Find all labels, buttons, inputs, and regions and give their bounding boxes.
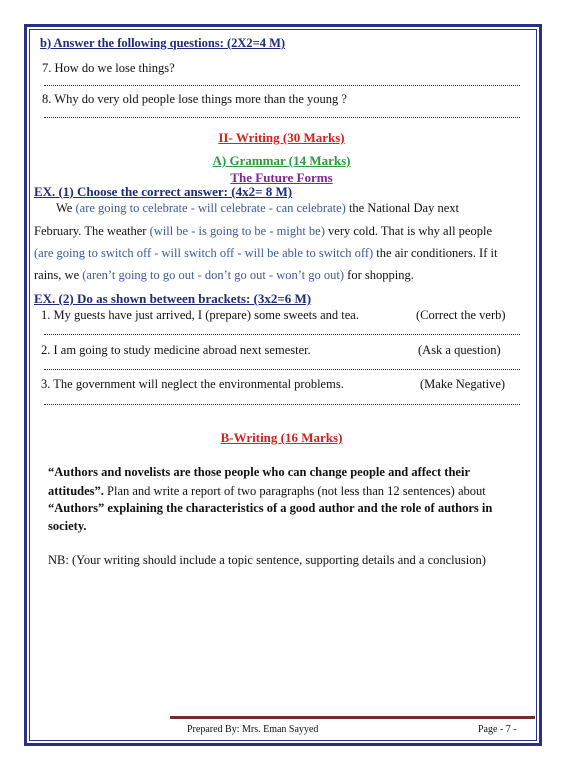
ex2-item-1: 1. My guests have just arrived, I (prepare) some sweets and tea. bbox=[41, 308, 359, 322]
ex2-heading: EX. (2) Do as shown between brackets: (3x2=6 M) bbox=[34, 291, 312, 306]
ex1-heading: EX. (1) Choose the correct answer: (4x2= 8 M) bbox=[34, 184, 293, 199]
ex2-item-2: 2. I am going to study medicine abroad next semester. bbox=[41, 343, 311, 357]
ex1-options-1: (are going to celebrate - will celebrate - can celebrate) bbox=[75, 201, 346, 215]
writing-header: II- Writing (30 Marks) bbox=[218, 130, 345, 145]
ex1-line-4: rains, we (aren’t going to go out - don’t go out - won’t go out) for shopping. bbox=[34, 268, 414, 282]
ex2-instruction-2: (Ask a question) bbox=[418, 343, 501, 357]
answer-line bbox=[44, 404, 520, 405]
answer-line bbox=[44, 117, 520, 118]
question-8: 8. Why do very old people lose things more than the young ? bbox=[42, 92, 347, 106]
ex1-line-2: February. The weather (will be - is going to be - might be) very cold. That is why all people bbox=[34, 224, 492, 238]
footer-rule bbox=[170, 716, 535, 719]
ex2-instruction-3: (Make Negative) bbox=[420, 377, 506, 391]
answer-line bbox=[44, 334, 520, 335]
writing-prompt-line-2: attitudes”. Plan and write a report of two paragraphs (not less than 12 sentences) about bbox=[48, 484, 486, 498]
writing-prompt-line-4: society. bbox=[48, 519, 87, 533]
grammar-header: A) Grammar (14 Marks) bbox=[212, 153, 351, 168]
future-forms-title: The Future Forms bbox=[230, 170, 333, 185]
b-writing-heading: B-Writing (16 Marks) bbox=[220, 430, 343, 445]
question-7: 7. How do we lose things? bbox=[42, 61, 175, 75]
ex1-options-4: (aren’t going to go out - don’t go out - won’t go out) bbox=[82, 268, 345, 282]
section-b-heading: b) Answer the following questions: (2X2=4 M) bbox=[40, 36, 286, 50]
ex1-options-3: (are going to switch off - will switch off - will be able to switch off) bbox=[34, 246, 374, 260]
answer-line bbox=[44, 85, 520, 86]
ex1-line-3: (are going to switch off - will switch off - will be able to switch off) the air conditioners. If it bbox=[34, 246, 498, 260]
ex2-item-3: 3. The government will neglect the environmental problems. bbox=[41, 377, 344, 391]
footer-prepared-by: Prepared By: Mrs. Eman Sayyed bbox=[187, 724, 319, 735]
footer-page-number: Page - 7 - bbox=[478, 724, 517, 735]
ex2-instruction-1: (Correct the verb) bbox=[416, 308, 506, 322]
writing-prompt-line-1: “Authors and novelists are those people who can change people and affect their bbox=[48, 465, 470, 479]
ex1-options-2: (will be - is going to be - might be) bbox=[149, 224, 325, 238]
ex1-line-1: We (are going to celebrate - will celebrate - can celebrate) the National Day next bbox=[56, 201, 459, 215]
writing-note: NB: (Your writing should include a topic sentence, supporting details and a conclusion) bbox=[48, 553, 486, 567]
writing-prompt-line-3: “Authors” explaining the characteristics of a good author and the role of authors in bbox=[48, 501, 493, 515]
answer-line bbox=[44, 369, 520, 370]
